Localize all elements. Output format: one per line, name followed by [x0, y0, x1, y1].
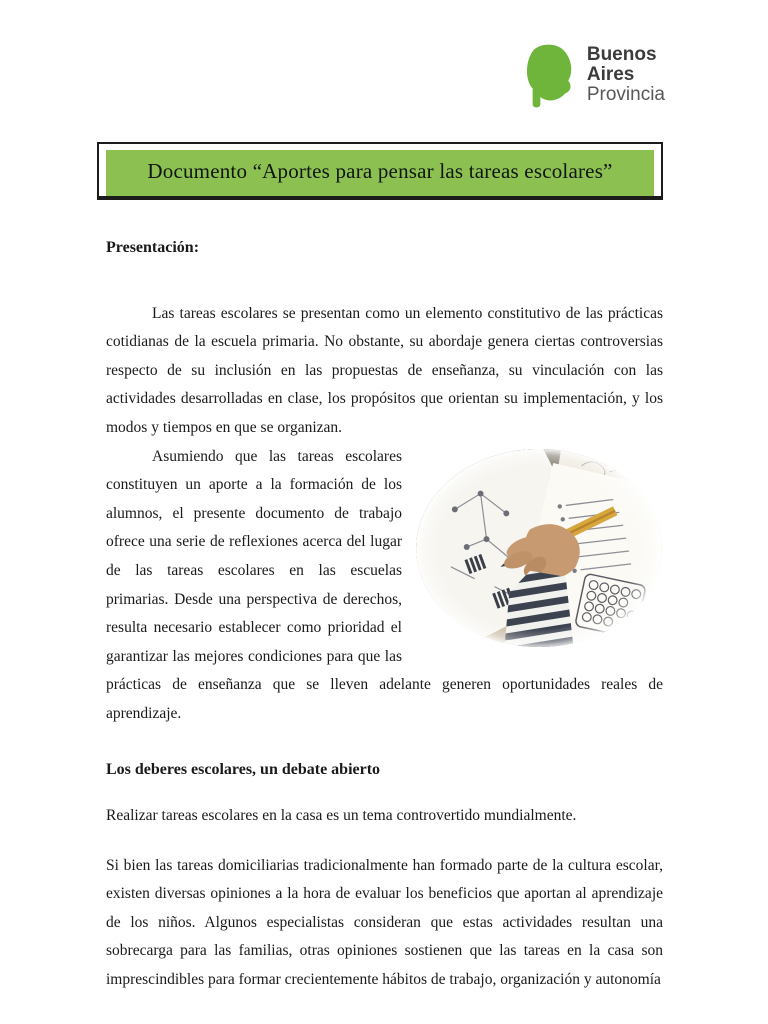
homework-photo — [415, 448, 663, 649]
logo-line-provincia: Provincia — [586, 84, 665, 105]
heading-presentacion: Presentación: — [106, 239, 200, 256]
heading-debate: Los deberes escolares, un debate abierto — [106, 760, 381, 778]
province-map-icon — [524, 43, 574, 109]
paragraph-3: Realizar tareas escolares en la casa es un tema controvertido mundialmente. — [106, 807, 577, 825]
paragraph-4: Si bien las tareas domiciliarias tradicionalmente han formado parte de la cultura escolar, existen diversas opiniones a la hora de evaluar los beneficios que aportan al aprendizaje de los niños. Algunos especialistas consideran que estas actividades resultan una sobrecarga para las familias, otras opiniones sostienen que las tareas en la casa son imprescindibles para formar crecientemente hábitos de trabajo, organización y autonomía — [106, 856, 663, 989]
paragraph-2 — [106, 443, 663, 729]
document-title: Documento “Aportes para pensar las tareas escolares” — [106, 150, 654, 196]
provincia-logo-text — [587, 43, 665, 105]
paragraph-1: Las tareas escolares se presentan como un elemento constitutivo de las prácticas cotidianas de la escuela primaria. No obstante, su abordaje genera ciertas controversias respecto de su inclusión en las propuestas de enseñanza, su vinculación con las actividades desarrolladas en clase, los propósitos que orientan su implementación, y los modos y tiempos en que se organizan. — [106, 304, 663, 436]
document-body — [106, 234, 663, 995]
paragraph-2-text: Asumiendo que las tareas escolares constituyen un aporte a la formación de los alumnos, el presente documento de trabajo ofrece una serie de reflexiones acerca del lugar de las tareas escolares en las escuelas primarias. Desde una perspectiva de derechos, resulta necesario establecer como prioridad el garantizar las mejores condiciones para que las prácticas de enseñanza que se lleven adelante generen oportunidades reales de aprendizaje. — [106, 447, 663, 722]
logo-line-buenos: Buenos — [586, 44, 657, 65]
logo-line-aires: Aires — [586, 64, 635, 85]
provincia-logo — [524, 43, 665, 109]
title-banner — [97, 142, 663, 200]
